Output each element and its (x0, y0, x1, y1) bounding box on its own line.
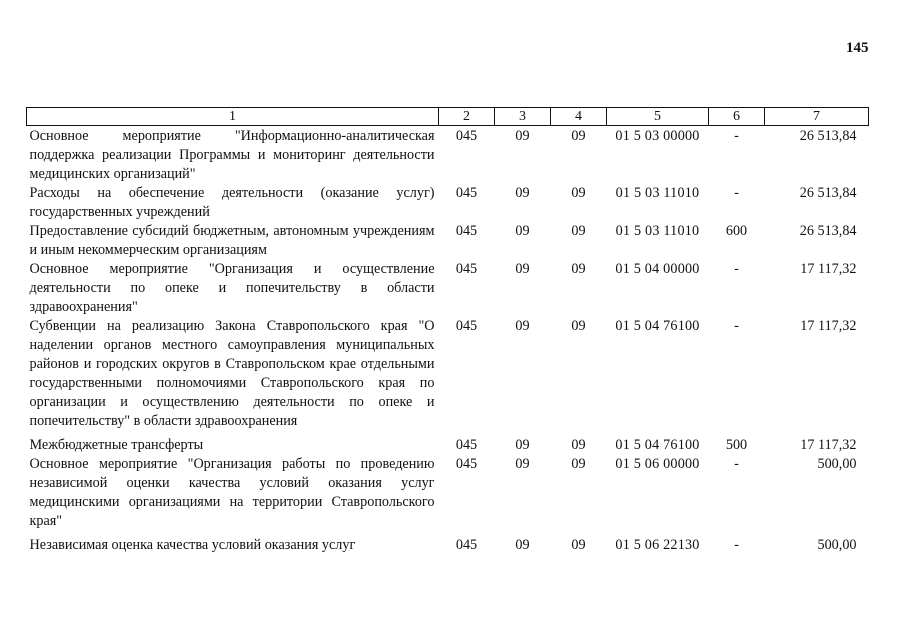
row-section: 09 (515, 128, 530, 144)
row-section: 09 (515, 185, 530, 201)
column-header: 3 (495, 108, 551, 126)
row-amount: 26 513,84 (799, 223, 857, 239)
row-ministry: 045 (455, 261, 478, 277)
row-name: Независимая оценка качества условий оказания услуг (29, 537, 356, 553)
row-name: Субвенции на реализацию Закона Ставропольского края "О наделении органов местного самоуправления муниципальных районов и городских округов в Ставропольском крае отдельными государственными полномочиями Ставропольского края по организации и осуществлению деятельности по опеке и попечительству" в области здравоохранения (29, 318, 435, 429)
table-row (27, 222, 869, 260)
row-subsection: 09 (571, 185, 586, 201)
row-target: 01 5 04 76100 (615, 437, 700, 453)
column-header: 2 (439, 108, 495, 126)
row-expense-type: - (734, 456, 739, 472)
page-number: 145 (846, 40, 869, 56)
table-row (27, 317, 869, 431)
row-subsection: 09 (571, 318, 586, 334)
row-subsection: 09 (571, 261, 586, 277)
row-ministry: 045 (455, 537, 478, 553)
column-header: 7 (765, 108, 869, 126)
column-header: 1 (27, 108, 439, 126)
row-section: 09 (515, 537, 530, 553)
row-name: Расходы на обеспечение деятельности (оказание услуг) государственных учреждений (29, 185, 435, 220)
row-section: 09 (515, 223, 530, 239)
row-amount: 17 117,32 (800, 318, 857, 334)
header-row (27, 108, 869, 126)
row-subsection: 09 (571, 456, 586, 472)
row-ministry: 045 (455, 223, 478, 239)
row-subsection: 09 (571, 437, 586, 453)
row-target: 01 5 06 00000 (615, 456, 700, 472)
row-expense-type: - (734, 318, 739, 334)
row-amount: 500,00 (817, 537, 857, 553)
column-header: 6 (709, 108, 765, 126)
table-row (27, 455, 869, 531)
table-row (27, 431, 869, 455)
row-target: 01 5 03 11010 (615, 223, 700, 239)
row-ministry: 045 (455, 185, 478, 201)
row-ministry: 045 (455, 437, 478, 453)
row-expense-type: 500 (725, 437, 748, 453)
row-target: 01 5 04 00000 (615, 261, 700, 277)
table-row (27, 260, 869, 317)
budget-table (26, 107, 869, 555)
row-name: Основное мероприятие "Информационно-аналитическая поддержка реализации Программы и мониторинг деятельности медицинских организаций" (29, 128, 435, 182)
row-section: 09 (515, 456, 530, 472)
row-expense-type: - (734, 261, 739, 277)
row-expense-type: - (734, 128, 739, 144)
row-name: Межбюджетные трансферты (29, 437, 204, 453)
row-name: Основное мероприятие "Организация работы по проведению независимой оценки качества условий оказания услуг медицинскими организациями на территории Ставропольского края" (29, 456, 435, 529)
row-expense-type: 600 (725, 223, 748, 239)
row-section: 09 (515, 437, 530, 453)
row-amount: 500,00 (817, 456, 857, 472)
table-row (27, 184, 869, 222)
row-expense-type: - (734, 537, 739, 553)
row-target: 01 5 03 11010 (615, 185, 700, 201)
row-section: 09 (515, 261, 530, 277)
row-target: 01 5 04 76100 (615, 318, 700, 334)
row-subsection: 09 (571, 223, 586, 239)
row-ministry: 045 (455, 456, 478, 472)
row-name: Основное мероприятие "Организация и осуществление деятельности по опеке и попечительству в области здравоохранения" (29, 261, 435, 315)
row-name: Предоставление субсидий бюджетным, автономным учреждениям и иным некоммерческим организациям (29, 223, 435, 258)
row-target: 01 5 06 22130 (615, 537, 700, 553)
row-ministry: 045 (455, 318, 478, 334)
row-section: 09 (515, 318, 530, 334)
table-row (27, 126, 869, 185)
row-target: 01 5 03 00000 (615, 128, 700, 144)
column-header: 4 (551, 108, 607, 126)
column-header: 5 (607, 108, 709, 126)
row-ministry: 045 (455, 128, 478, 144)
row-amount: 17 117,32 (800, 261, 857, 277)
table-row (27, 531, 869, 555)
row-amount: 17 117,32 (800, 437, 857, 453)
row-subsection: 09 (571, 537, 586, 553)
row-expense-type: - (734, 185, 739, 201)
row-subsection: 09 (571, 128, 586, 144)
row-amount: 26 513,84 (799, 185, 857, 201)
row-amount: 26 513,84 (799, 128, 857, 144)
